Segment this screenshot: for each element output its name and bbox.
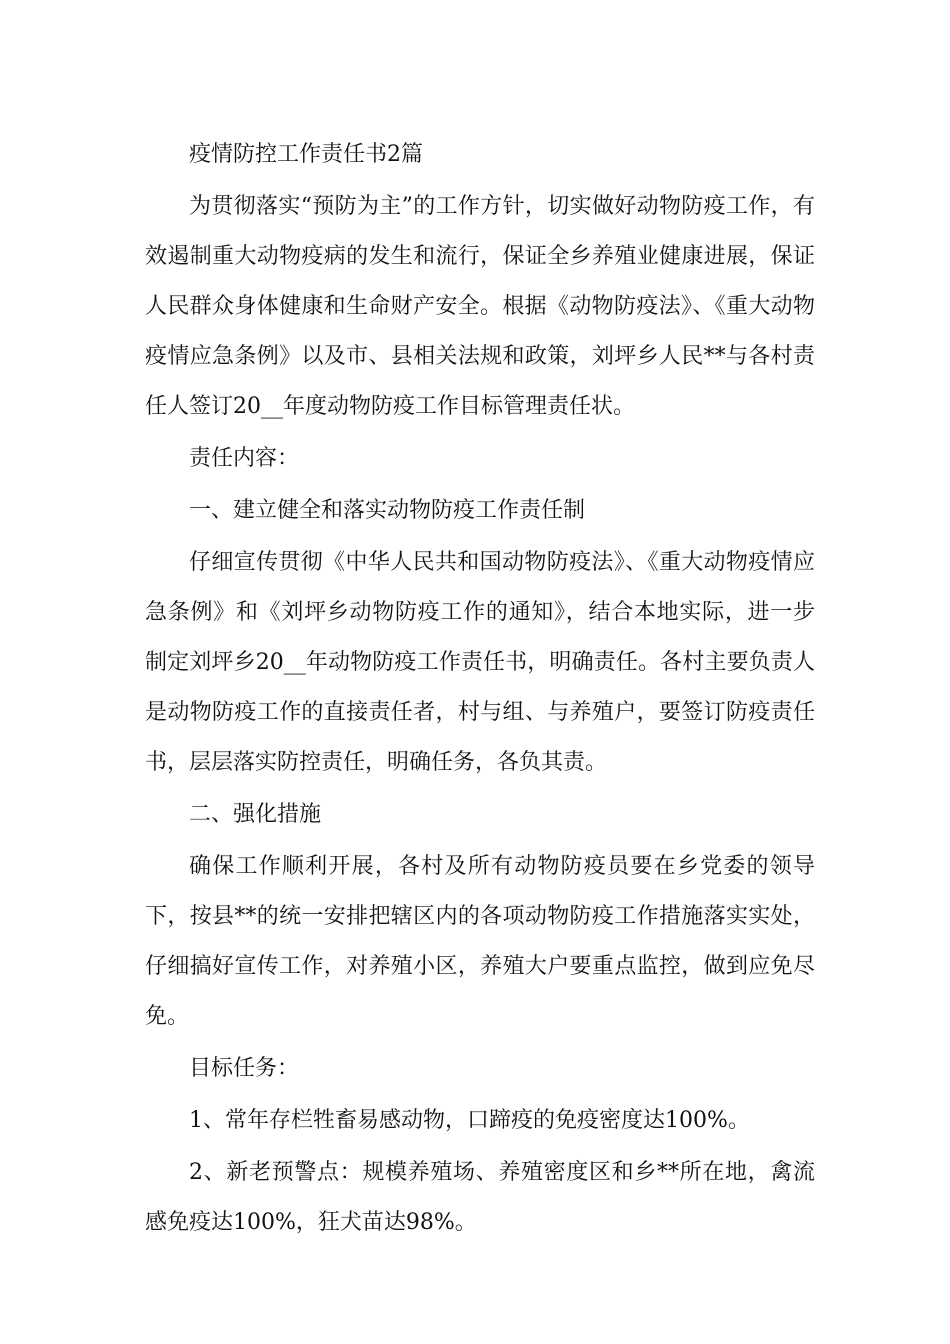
paragraph-section-two-body: 确保工作顺利开展，各村及所有动物防疫员要在乡党委的领导下，按县**的统一安排把辖区内的各项动物防疫工作措施落实实处，仔细搞好宣传工作，对养殖小区，养殖大户要重点监控，做到应免尽免。 [145, 854, 815, 1029]
paragraph-heading-targets: 目标任务： [189, 1056, 300, 1081]
paragraph-target-one: 1、常年存栏牲畜易感动物，口蹄疫的免疫密度达100%。 [189, 1108, 750, 1133]
paragraph-section-one-heading: 一、建立健全和落实动物防疫工作责任制 [189, 498, 586, 523]
paragraph-section-two-heading: 二、强化措施 [189, 802, 322, 827]
paragraph-section-one-body: 仔细宣传贯彻《中华人民共和国动物防疫法》、《重大动物疫情应急条例》和《刘坪乡动物防疫工作的通知》，结合本地实际，进一步制定刘坪乡20__年动物防疫工作责任书，明确责任。各村主要负责人是动物防疫工作的直接责任者，村与组、与养殖户，要签订防疫责任书，层层落实防控责任，明确任务，各负其责。 [145, 550, 815, 775]
paragraph-target-two: 2、新老预警点：规模养殖场、养殖密度区和乡**所在地，禽流感免疫达100%，狂犬苗达98%。 [145, 1160, 815, 1235]
paragraph-heading-responsibility: 责任内容： [189, 446, 300, 471]
paragraph-intro: 为贯彻落实“预防为主”的工作方针，切实做好动物防疫工作，有效遏制重大动物疫病的发生和流行，保证全乡养殖业健康进展，保证人民群众身体健康和生命财产安全。根据《动物防疫法》、《重大动物疫情应急条例》以及市、县相关法规和政策，刘坪乡人民**与各村责任人签订20__年度动物防疫工作目标管理责任状。 [145, 194, 815, 419]
document-title: 疫情防控工作责任书2篇 [189, 142, 423, 167]
document-body [145, 130, 815, 1250]
